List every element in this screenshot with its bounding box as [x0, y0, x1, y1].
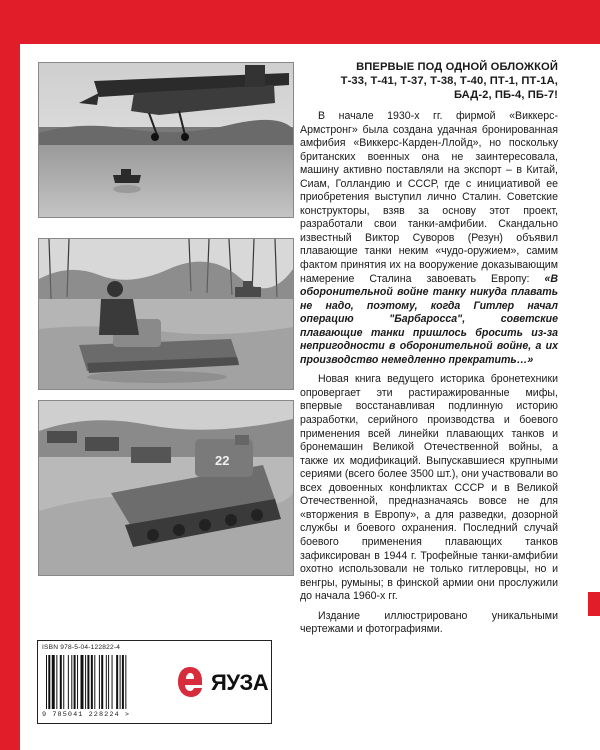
top-red-band	[0, 0, 600, 44]
paragraph-2: Новая книга ведущего историка бронетехники опровергает эти растиражированные мифы, впервые восстанавливая подлинную историю разработки, серийного производства и боевого применения всей линейки плавающих танков и бронемашин Великой Отечественной войны, а также их модификаций. Выпускавшиеся крупными сериями (всего более 3500 шт.), они участвовали во всех довоенных конфликтах СССР и в Великой Отечественной, предназначаясь вовсе не для «вторжения в Европу», а для разведки, дозорной службы и боевого охранения. Последний случай боевого применения плавающих танков зафиксирован в 1944 г. Трофейные танки-амфибии охотно использовали не только гитлеровцы, но и венгры, румыны; в финской армии они прослужили до начала 1960-х гг.	[300, 373, 558, 603]
photo-tanks-in-water	[38, 238, 294, 390]
suvorov-quote: «В оборонительной войне танку никуда плавать не надо, поэтому, когда Гитлер начал операцию "Барбаросса", советские плавающие танки пришлось бросить из-за непригодности в оборонительной войне, а их производство немедленно прекратить…»	[300, 272, 558, 366]
left-red-band	[0, 0, 20, 750]
headline-line-1: ВПЕРВЫЕ ПОД ОДНОЙ ОБЛОЖКОЙ	[356, 61, 558, 73]
eksmo-logo-icon	[177, 665, 203, 699]
yauza-logo	[211, 665, 269, 699]
photo-plane-dropping-tank	[38, 62, 294, 218]
headline-line-2: Т-33, Т-41, Т-37, Т-38, Т-40, ПТ-1, ПТ-1А,	[340, 75, 558, 87]
paragraph-1	[300, 110, 558, 367]
tank-number: 22	[215, 453, 230, 468]
barcode-icon	[44, 655, 162, 711]
isbn-label: ISBN 978-5-04-122822-4	[42, 644, 121, 651]
yauza-logo-text: ЯУЗА	[211, 670, 269, 695]
paragraph-3: Издание иллюстрировано уникальными чертежами и фотографиями.	[300, 609, 558, 636]
back-cover-text	[300, 60, 558, 643]
barcode-block	[37, 640, 169, 724]
paragraph-1-text: В начале 1930-х гг. фирмой «Виккерс-Армстронг» была создана удачная бронированная амфибия «Виккерс-Карден-Ллойд», но поскольку британских военных она не заинтересовала, машину активно поставляли на экспорт – в Китай, Сиам, Голландию и СССР, где с инициативой ее приобретения выступил лично Сталин. Советские конструкторы, взяв за основу этот проект, разработали свои танки-амфибии. Скандально известный Виктор Суворов (Резун) объявил плавающие танки неким «чудо-оружием», самим фактом принятия их на вооружение доказывающим намерение Сталина завоевать Европу:	[300, 110, 558, 285]
barcode-digits: 9 785041 228224 >	[42, 711, 131, 719]
publisher-logos	[167, 640, 272, 724]
photo-tank-column	[38, 400, 294, 576]
right-red-tab	[588, 592, 600, 616]
headline	[300, 60, 558, 102]
headline-line-3: БАД-2, ПБ-4, ПБ-7!	[453, 89, 558, 101]
